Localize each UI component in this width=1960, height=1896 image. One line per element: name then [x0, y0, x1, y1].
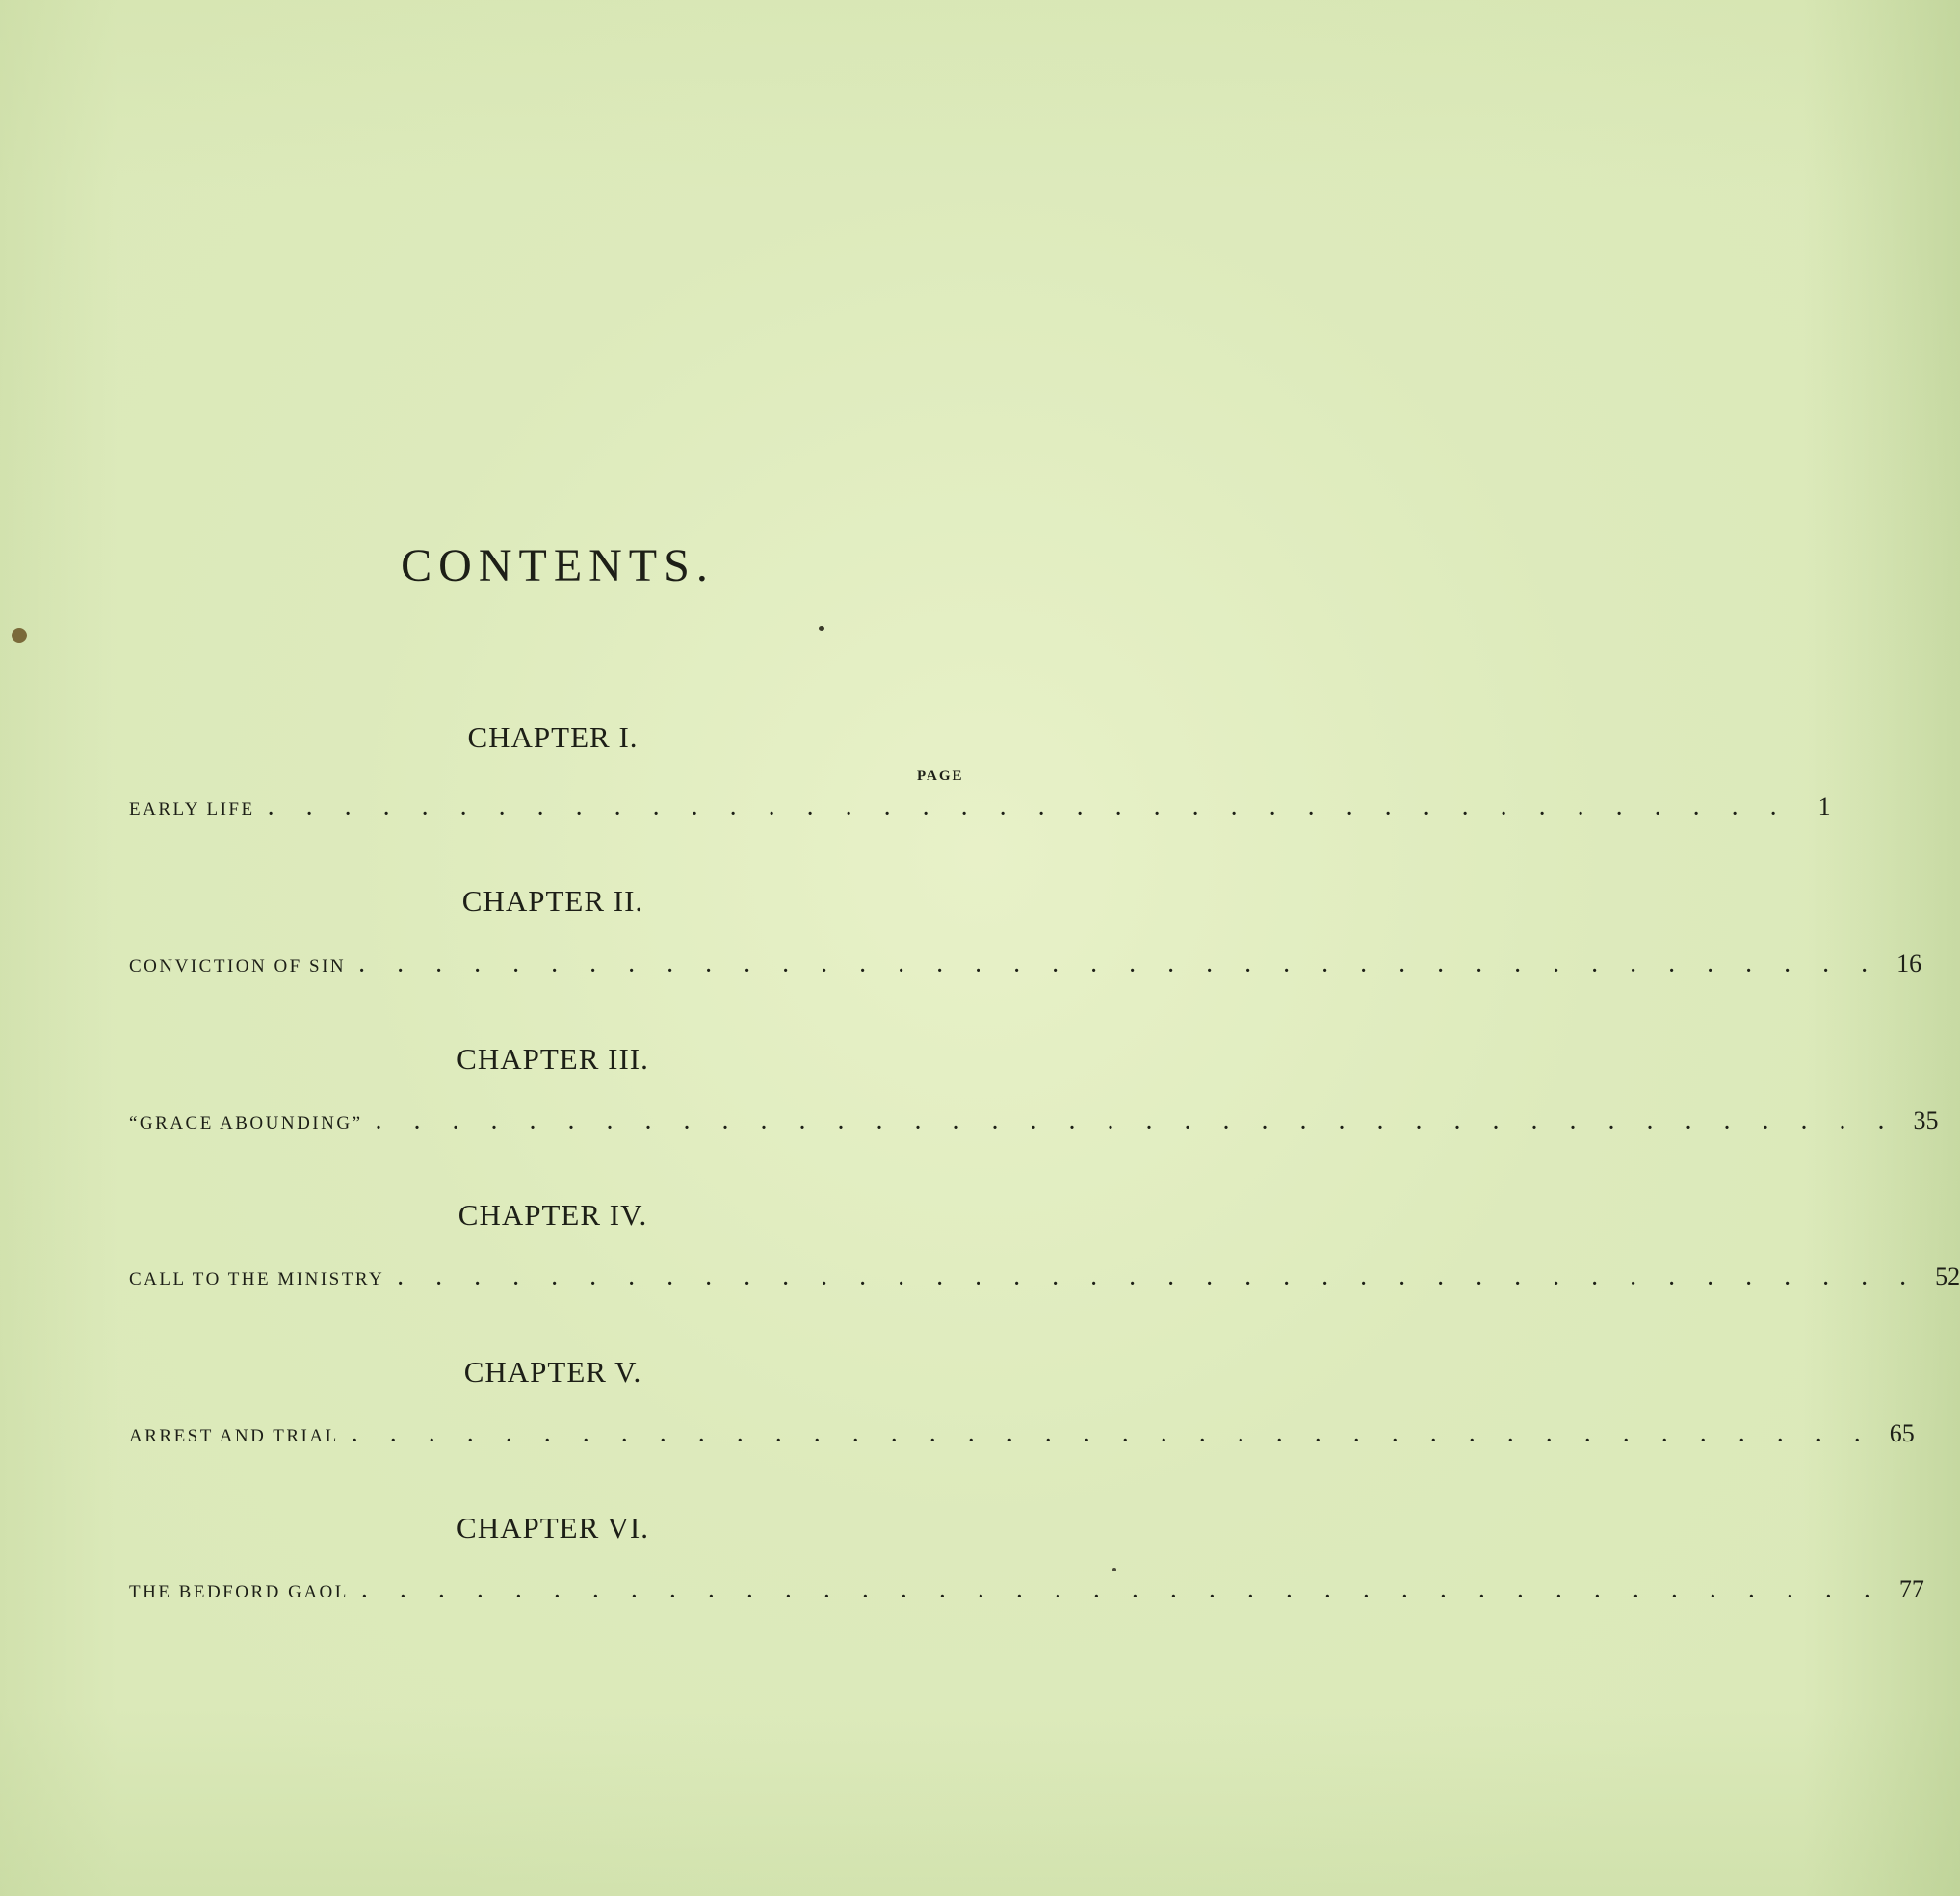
- dot-leader: . . . . . . . . . . . . . . . . . . . . . . . . . . . . . . . . . . . . . . . .: [268, 798, 1790, 819]
- toc-entry-title: CALL TO THE MINISTRY: [129, 1269, 385, 1289]
- chapter-heading-2: CHAPTER II.: [461, 884, 644, 918]
- toc-entry-5: [129, 1419, 1915, 1454]
- toc-entry-title: ARREST AND TRIAL: [129, 1426, 339, 1446]
- chapter-heading-3: CHAPTER III.: [457, 1042, 649, 1076]
- dot-leader: . . . . . . . . . . . . . . . . . . . . . . . . . . . . . . . . . . . . . . . .: [361, 1581, 1884, 1602]
- toc-entry-4: [129, 1262, 1960, 1297]
- toc-entry-page: 65: [1889, 1419, 1915, 1447]
- toc-entry-title: CONVICTION OF SIN: [129, 956, 347, 976]
- toc-entry-title: EARLY LIFE: [129, 799, 255, 819]
- chapter-heading-5: CHAPTER V.: [463, 1355, 642, 1389]
- dot-leader: . . . . . . . . . . . . . . . . . . . . . . . . . . . . . . . . . . . . . . . .: [359, 955, 1882, 976]
- dot-leader: . . . . . . . . . . . . . . . . . . . . . . . . . . . . . . . . . . . . . . . .: [352, 1425, 1874, 1446]
- toc-entry-page: 52: [1935, 1262, 1960, 1290]
- paper-stain: [12, 628, 27, 643]
- toc-entry-6: [129, 1575, 1924, 1610]
- chapter-heading-6: CHAPTER VI.: [457, 1511, 649, 1545]
- toc-entry-title: “GRACE ABOUNDING”: [129, 1113, 363, 1133]
- chapter-heading-4: CHAPTER IV.: [457, 1198, 648, 1232]
- chapter-heading-1: CHAPTER I.: [467, 720, 639, 754]
- toc-entry-2: [129, 949, 1922, 984]
- dot-leader: . . . . . . . . . . . . . . . . . . . . . . . . . . . . . . . . . . . . . . . .: [376, 1112, 1898, 1133]
- toc-entry-3: [129, 1106, 1939, 1141]
- toc-entry-title: THE BEDFORD GAOL: [129, 1582, 349, 1602]
- paper-speck: [819, 626, 824, 631]
- toc-entry-page: 16: [1896, 949, 1922, 977]
- toc-entry-page: 35: [1913, 1106, 1939, 1134]
- toc-entry-1: [129, 792, 1831, 827]
- toc-entry-page: 77: [1898, 1575, 1924, 1603]
- toc-entry-page: 1: [1817, 792, 1831, 820]
- contents-title: CONTENTS.: [401, 540, 715, 591]
- dot-leader: . . . . . . . . . . . . . . . . . . . . . . . . . . . . . . . . . . . . . . . .: [398, 1268, 1921, 1289]
- page-column-label: PAGE: [917, 768, 964, 784]
- paper-speck: [1112, 1568, 1116, 1571]
